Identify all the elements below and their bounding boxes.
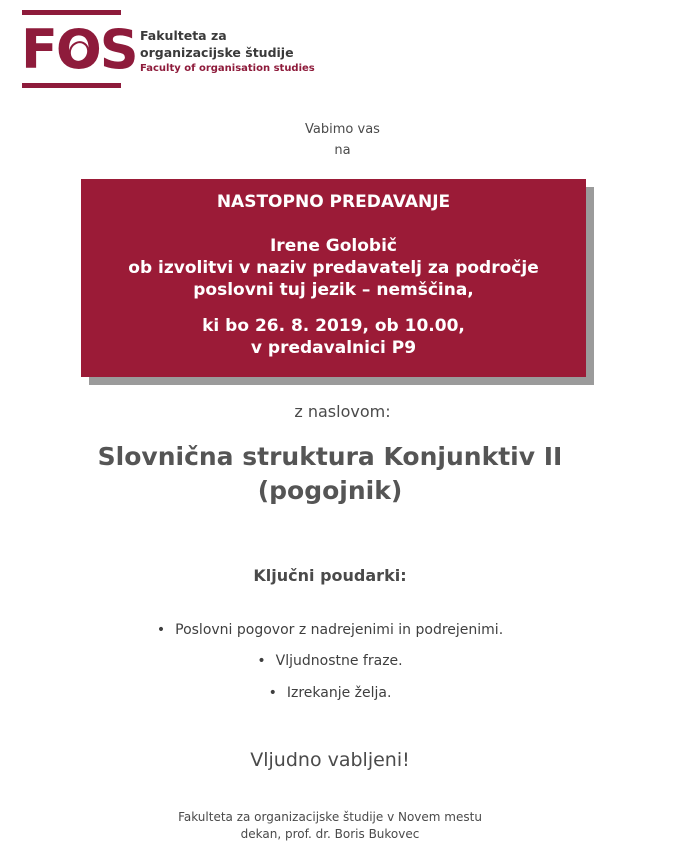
lecture-banner xyxy=(81,179,586,377)
topic-title xyxy=(0,440,660,508)
banner-line-occasion: ob izvolitvi v naziv predavatelj za področje xyxy=(128,258,539,278)
logo-letter-o: O xyxy=(55,18,100,81)
list-item xyxy=(0,622,660,638)
closing-greeting: Vljudno vabljeni! xyxy=(250,749,410,771)
org-name-line1: Fakulteta za xyxy=(140,28,227,43)
logo-letter-f: F xyxy=(21,18,56,81)
footer-line1: Fakulteta za organizacijske študije v Novem mestu xyxy=(178,810,482,824)
banner-line-date: ki bo 26. 8. 2019, ob 10.00, xyxy=(202,316,465,336)
organization-name xyxy=(140,27,315,76)
list-item-text: Izrekanje želja. xyxy=(286,685,392,701)
list-item-text: Vljudnostne fraze. xyxy=(275,653,403,669)
logo-letter-s: S xyxy=(99,18,137,81)
list-item xyxy=(0,685,660,701)
banner-heading: NASTOPNO PREDAVANJE xyxy=(216,192,451,212)
invite-line2: na xyxy=(334,143,351,158)
logo-bottom-bar xyxy=(22,83,121,88)
footer xyxy=(0,809,660,843)
bullet-icon: • xyxy=(257,653,266,669)
logo-mark xyxy=(21,20,137,80)
banner-body xyxy=(81,235,586,359)
key-points-heading: Ključni poudarki: xyxy=(253,566,407,585)
org-name-english: Faculty of organisation studies xyxy=(140,63,315,74)
fos-logo xyxy=(21,10,137,90)
footer-line2: dekan, prof. dr. Boris Bukovec xyxy=(240,827,420,841)
topic-title-line1: Slovnična struktura Konjunktiv II xyxy=(97,442,563,471)
topic-label: z naslovom: xyxy=(294,402,391,421)
logo-swirl-icon xyxy=(65,38,92,66)
lecturer-name: Irene Golobič xyxy=(269,236,397,256)
logo-top-bar xyxy=(22,10,121,15)
list-item xyxy=(0,653,660,669)
list-item-text: Poslovni pogovor z nadrejenimi in podrejenimi. xyxy=(175,622,504,638)
invite-line1: Vabimo vas xyxy=(305,122,380,137)
banner-line-room: v predavalnici P9 xyxy=(250,338,417,358)
topic-title-line2: (pogojnik) xyxy=(257,476,403,505)
bullet-icon: • xyxy=(268,685,277,701)
bullet-icon: • xyxy=(156,622,166,638)
org-name-line2: organizacijske študije xyxy=(140,45,294,60)
banner-line-field: poslovni tuj jezik – nemščina, xyxy=(193,280,474,300)
